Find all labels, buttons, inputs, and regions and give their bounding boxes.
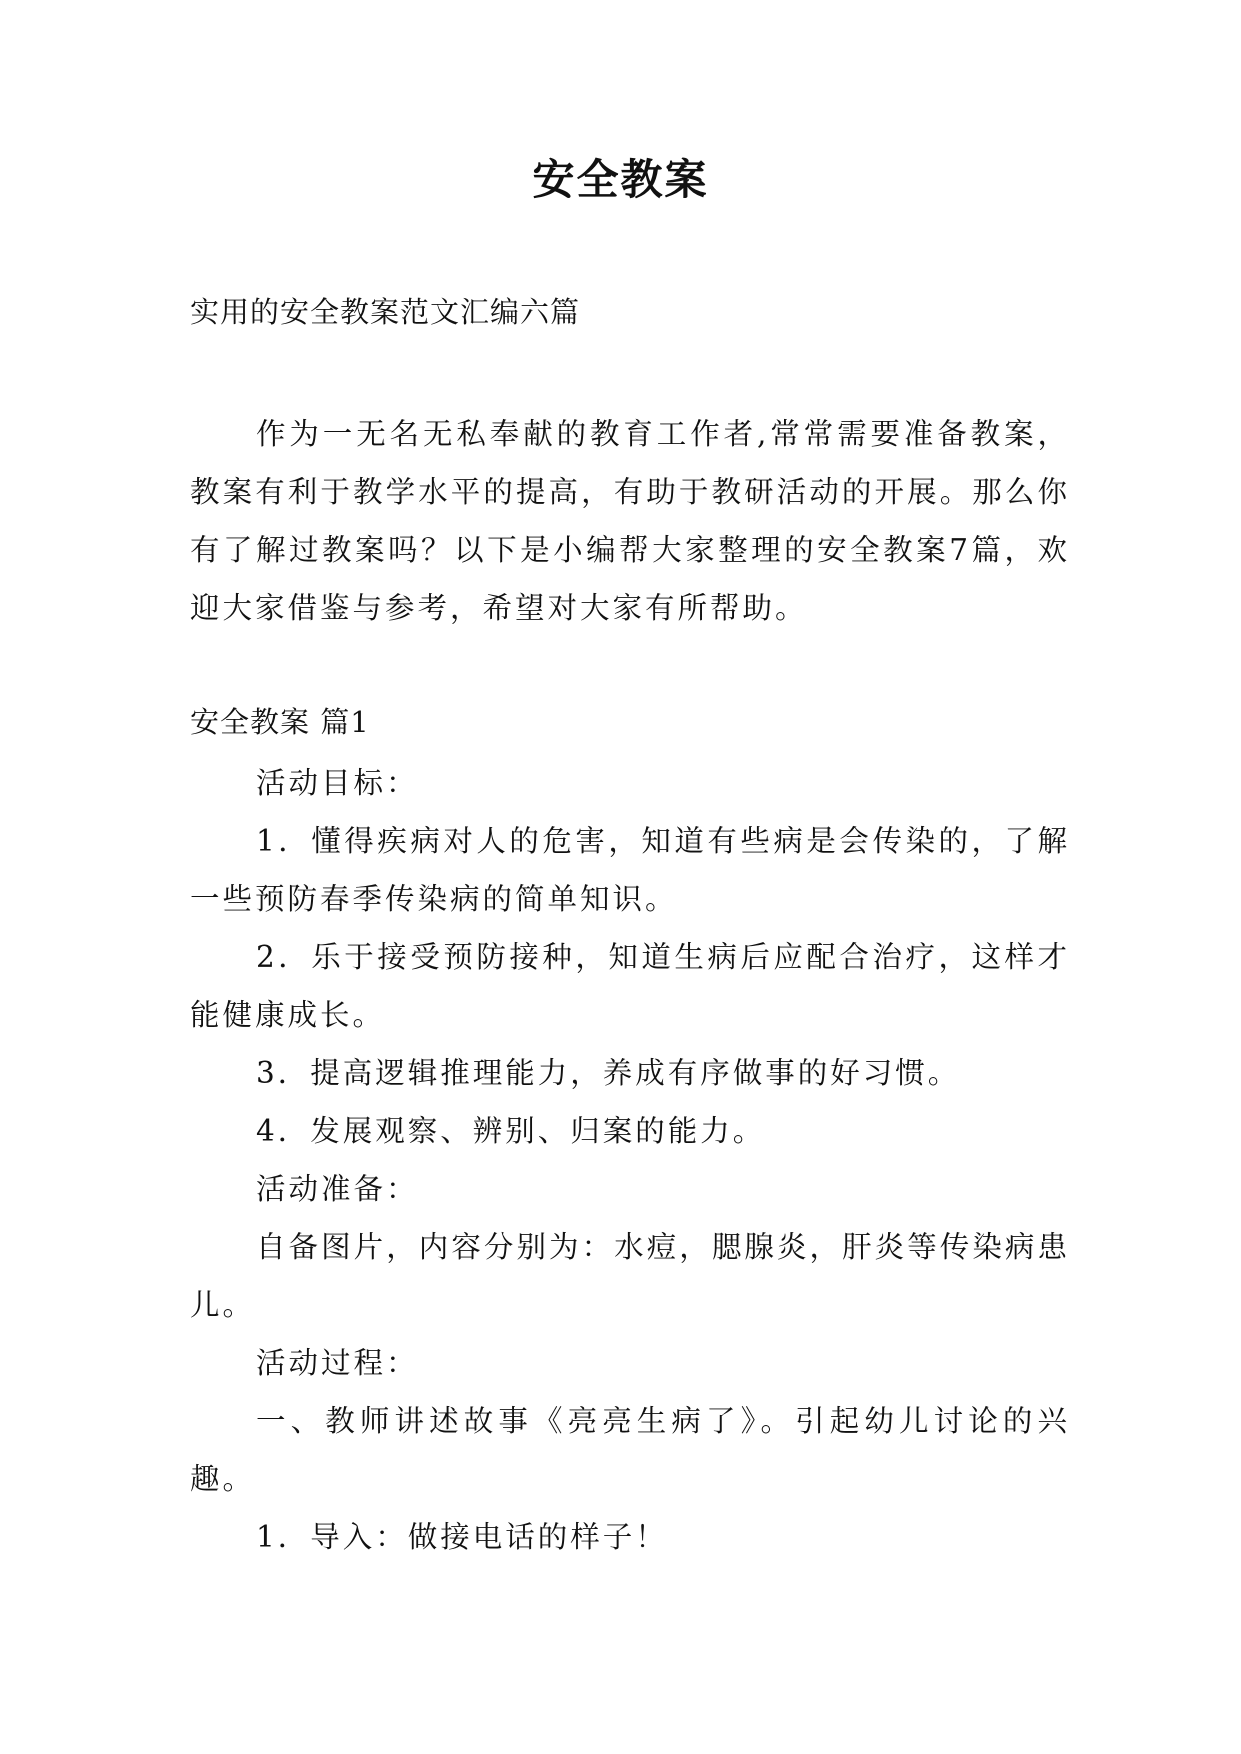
activity-preparation-heading: 活动准备： (256, 1172, 419, 1206)
document-subtitle: 实用的安全教案范文汇编六篇 (190, 295, 581, 329)
preparation-text: 自备图片，内容分别为：水痘，腮腺炎，肝炎等传染病患儿。 (190, 1230, 1070, 1322)
intro-paragraph: 作为一无名无私奉献的教育工作者,常常需要准备教案，教案有利于教学水平的提高，有助于教研活动的开展。那么你有了解过教案吗？以下是小编帮大家整理的安全教案7篇，欢迎大家借鉴与参考，希望对大家有所帮助。 (190, 417, 1070, 625)
process-step-1: 一、教师讲述故事《亮亮生病了》。引起幼儿讨论的兴趣。 (190, 1404, 1070, 1496)
goal-item-1: 1．懂得疾病对人的危害，知道有些病是会传染的，了解一些预防春季传染病的简单知识。 (190, 824, 1070, 916)
activity-goals-heading: 活动目标： (256, 766, 419, 800)
process-substep-1: 1．导入：做接电话的样子！ (256, 1520, 668, 1554)
goal-item-4: 4．发展观察、辨别、归案的能力。 (256, 1114, 766, 1148)
section-body (190, 754, 1070, 1566)
goal-item-2: 2．乐于接受预防接种，知道生病后应配合治疗，这样才能健康成长。 (190, 940, 1070, 1032)
activity-process-heading: 活动过程： (256, 1346, 419, 1380)
section-heading: 安全教案 篇1 (190, 705, 370, 739)
document-title: 安全教案 (532, 155, 709, 204)
goal-item-3: 3．提高逻辑推理能力，养成有序做事的好习惯。 (256, 1056, 961, 1090)
